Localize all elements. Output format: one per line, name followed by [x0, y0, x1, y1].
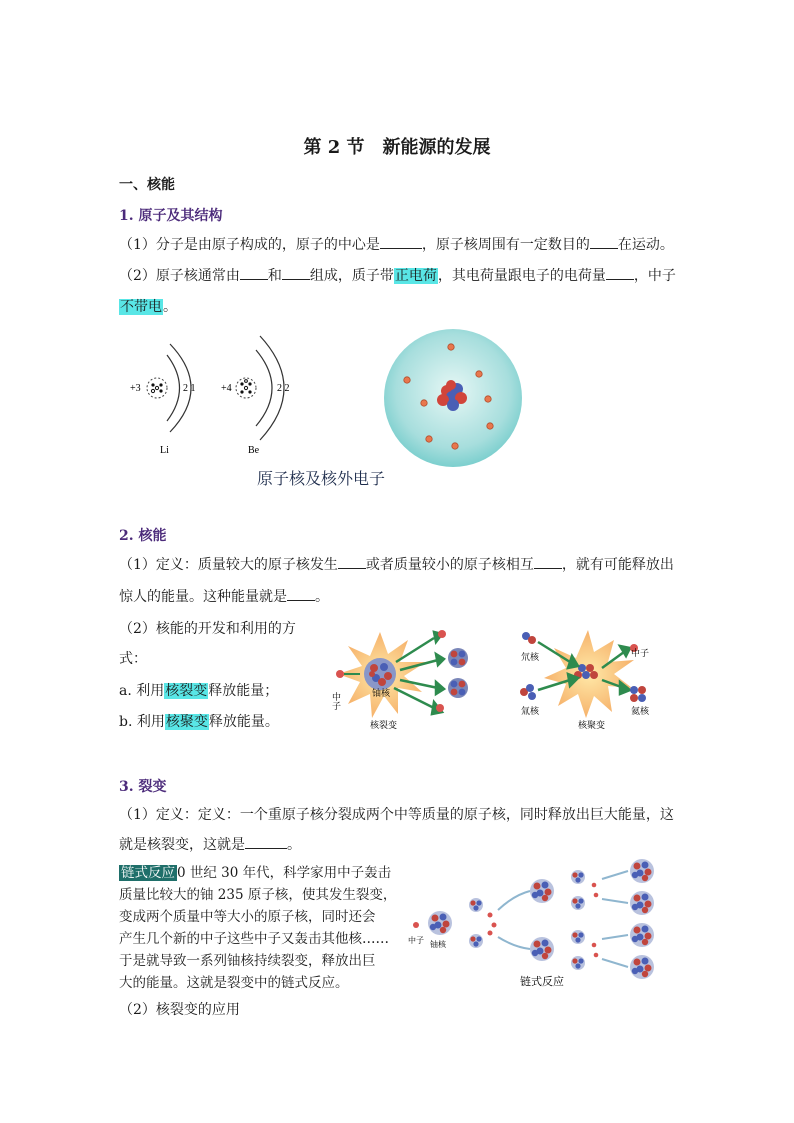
tritium-label: 氚核	[521, 706, 540, 716]
be-inner-shell	[256, 350, 272, 426]
paragraph-fission-def-line2	[119, 834, 301, 856]
subheading-atom-structure: 1. 原子及其结构	[119, 208, 223, 224]
text-segment: 。	[163, 299, 177, 315]
subheading-nuclear-energy: 2. 核能	[119, 528, 167, 544]
text-segment: 或者质量较小的原子核相互	[365, 557, 534, 573]
chain-reaction-paragraph	[119, 862, 409, 994]
text-segment: 就是核裂变，这就是	[119, 837, 245, 853]
chain-line-4: 产生几个新的中子这些中子又轰击其他核……	[119, 931, 389, 947]
text-segment: 。	[315, 589, 329, 605]
text-segment: 惊人的能量。这种能量就是	[119, 589, 287, 605]
text-segment: a. 利用	[119, 683, 165, 699]
be-shell-counts: 2 2	[277, 383, 290, 394]
helium-label: 氦核	[631, 706, 650, 716]
paragraph-definition-line2	[119, 586, 329, 608]
subheading-fission: 3. 裂变	[119, 779, 167, 795]
fill-blank[interactable]	[534, 554, 562, 569]
chain-caption: 链式反应	[520, 976, 564, 988]
uranium-label: 铀核	[372, 688, 391, 698]
text-segment: ，原子核周围有一定数目的	[421, 237, 590, 253]
fill-blank[interactable]	[282, 265, 310, 280]
paragraph-definition-line1	[119, 554, 674, 576]
paragraph-development-line2: 式：	[119, 651, 147, 667]
fill-blank[interactable]	[245, 834, 287, 849]
fission-diagram	[330, 622, 480, 734]
fill-blank[interactable]	[380, 234, 422, 249]
text-segment: ，中子	[633, 268, 676, 284]
chain-reaction-diagram	[402, 855, 664, 995]
chain-neutron-label: 中子	[408, 936, 424, 945]
chain-line-3: 变成两个质量中等大小的原子核，同时还会	[119, 909, 376, 925]
list-item-fission	[119, 680, 278, 702]
text-segment: （1）定义：质量较大的原子核发生	[119, 557, 338, 573]
highlight-chain-reaction: 链式反应	[121, 865, 175, 881]
paragraph-atom-line2	[119, 265, 676, 287]
text-segment: ，就有可能释放出	[561, 557, 674, 573]
uranium-nucleus-icon	[364, 658, 396, 690]
text-segment: （2）原子核通常由	[119, 268, 240, 284]
fusion-diagram	[516, 622, 666, 734]
paragraph-atom-line1	[119, 234, 674, 256]
deuterium-icon	[522, 632, 536, 644]
atom-sphere-illustration	[380, 325, 526, 471]
fission-product-bottom	[448, 678, 468, 698]
electron-shell-diagram	[120, 330, 320, 460]
tritium-icon	[520, 684, 536, 700]
text-segment: ，其电荷量跟电子的电荷量	[437, 268, 606, 284]
fill-blank[interactable]	[590, 234, 618, 249]
text-segment: 0 世纪 30 年代，科学家用中子轰击	[177, 865, 392, 881]
paragraph-atom-line3	[119, 296, 177, 318]
li-label: Li	[160, 445, 169, 456]
neutron-label: 中子	[631, 648, 650, 658]
be-nucleus	[236, 378, 256, 398]
page-title: 第 2 节 新能源的发展	[303, 137, 491, 158]
text-segment: （1）分子是由原子构成的，原子的中心是	[119, 237, 380, 253]
deuterium-label: 氘核	[521, 652, 540, 662]
text-segment: b. 利用	[119, 714, 165, 730]
li-shell-counts: 2 1	[183, 383, 196, 394]
highlight-fission: 核裂变	[165, 683, 208, 699]
text-segment: 。	[287, 837, 301, 853]
be-charge-label: +4	[221, 383, 232, 394]
fill-blank[interactable]	[240, 265, 268, 280]
helium-icon	[630, 686, 646, 702]
chain-line-1	[119, 862, 409, 884]
fill-blank[interactable]	[287, 586, 315, 601]
text-segment: 组成，质子带	[309, 268, 394, 284]
chain-line-2: 质量比较大的铀 235 原子核，使其发生裂变，	[119, 887, 397, 903]
chain-neutron-icon	[413, 922, 419, 928]
chain-line-5: 于是就导致一系列铀核持续裂变，释放出巨	[119, 953, 376, 969]
be-atom-diagram	[221, 336, 290, 456]
fusion-caption: 核聚变	[578, 720, 606, 730]
chain-line-6: 大的能量。这就是裂变中的链式反应。	[119, 975, 349, 991]
text-segment: 释放能量；	[208, 683, 279, 699]
highlight-fusion: 核聚变	[165, 714, 208, 730]
neutron-label: 中子	[331, 692, 341, 710]
chain-uranium-icon	[428, 911, 452, 935]
paragraph-fission-def-line1: （1）定义：定义：一个重原子核分裂成两个中等质量的原子核，同时释放出巨大能量，这	[119, 807, 674, 823]
li-nucleus	[147, 378, 167, 398]
text-segment: 释放能量。	[208, 714, 279, 730]
fission-caption: 核裂变	[370, 720, 398, 730]
chain-uranium-label: 铀核	[430, 940, 446, 949]
fission-product-top	[448, 648, 468, 668]
li-charge-label: +3	[130, 383, 141, 394]
figure-caption-atom: 原子核及核外电子	[257, 469, 386, 488]
fill-blank[interactable]	[338, 554, 366, 569]
highlight-no-charge: 不带电	[120, 299, 162, 315]
fill-blank[interactable]	[606, 265, 634, 280]
be-label: Be	[248, 445, 260, 456]
highlight-positive-charge: 正电荷	[394, 268, 437, 284]
li-inner-shell	[167, 355, 180, 421]
text-segment: 在运动。	[617, 237, 674, 253]
section-heading-nuclear-energy: 一、核能	[119, 177, 175, 193]
text-segment: 和	[267, 268, 282, 284]
paragraph-fission-application: （2）核裂变的应用	[119, 1002, 240, 1018]
paragraph-development-line1: （2）核能的开发和利用的方	[119, 621, 296, 637]
neutron-icon	[336, 670, 344, 678]
li-atom-diagram	[130, 344, 196, 456]
list-item-fusion	[119, 711, 279, 733]
